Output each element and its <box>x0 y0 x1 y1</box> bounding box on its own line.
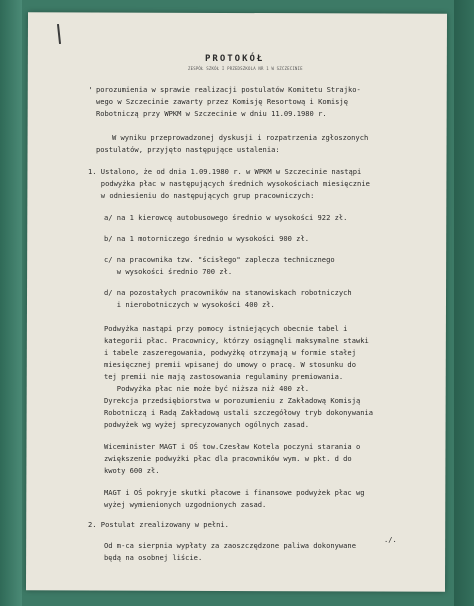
point1-line-3: w odniesieniu do następujących grup pracowniczych: <box>88 191 315 200</box>
group-d: d/ na pozostałych pracowników na stanowiskach robotniczych i nierobotniczych w wysokości 400 zł. <box>104 288 352 309</box>
minister-line-3: kwoty 600 zł. <box>104 466 160 475</box>
stamp-line: ZESPÓŁ SZKÓŁ I PRZEDSZKOLA NR 1 W SZCZECINIE <box>188 66 303 71</box>
body-line-5: tej premii nie mają zastosowania regulaminy premiowania. <box>104 372 344 381</box>
group-a: a/ na 1 kierowcę autobusowego średnio w wysokości 922 zł. <box>104 213 348 222</box>
closing-line-2: będą na osobnej liście. <box>104 553 203 562</box>
group-b: b/ na 1 motorniczego średnio w wysokości 900 zł. <box>104 234 309 243</box>
group-c: c/ na pracownika tzw. "ścisłego" zaplecza technicznego w wysokości średnio 700 zł. <box>104 255 335 276</box>
body-line-1: Podwyżka nastąpi przy pomocy istniejących obecnie tabel i <box>104 324 348 333</box>
body-line-9: podwyżek wg wyżej sprecyzowanych ogólnych zasad. <box>104 420 309 429</box>
document-title: PROTOKÓŁ <box>205 54 265 64</box>
body-line-7: Dyrekcja przedsiębiorstwa w porozumieniu z Zakładową Komisją <box>104 396 361 405</box>
body-line-3: i tabele zaszeregowania, podwyżkę otrzymają w formie stałej <box>104 348 356 357</box>
intro-line-3: Robotniczą przy WPKM w Szczecinie w dniu 11.09.1980 r. <box>96 109 327 118</box>
body-line-8: Robotniczą i Radą Zakładową ustali szczegółowy tryb dokonywania <box>104 408 374 417</box>
background-right-edge <box>454 0 474 606</box>
preamble-line-1: W wyniku przeprowadzonej dyskusji i rozpatrzenia zgłoszonych <box>112 133 369 142</box>
minister-line-1: Wiceminister MAGT i OŚ tow.Czesław Kotela poczyni starania o <box>104 442 361 451</box>
intro-line-2: wego w Szczecinie zawarty przez Komisję Resortową i Komisję <box>96 97 348 106</box>
body-line-4: miesięcznej premii wpisanej do umowy o pracę. W stosunku do <box>104 360 356 369</box>
margin-tick: ' <box>88 86 93 95</box>
minister-line-2: zwiększenie podwyżki płac dla pracowników wym. w pkt. d do <box>104 454 352 463</box>
closing-line-1: Od m-ca sierpnia wypłaty za zaoszczędzone paliwa dokonywane <box>104 541 356 550</box>
body-line-6: Podwyżka płac nie może być niższa niż 400 zł. <box>104 384 309 393</box>
point1-line-2: podwyżka płac w następujących średnich wysokościach miesięcznie <box>88 179 370 188</box>
body-line-2: kategorii płac. Pracownicy, którzy osiągnęli maksymalne stawki <box>104 336 369 345</box>
page-continuation-mark: ./. <box>384 535 397 544</box>
background-left-edge <box>0 0 22 606</box>
magt-line-2: wyżej wymienionych uzgodnionych zasad. <box>104 500 267 509</box>
preamble-line-2: postulatów, przyjęto następujące ustalenia: <box>96 145 280 154</box>
magt-line-1: MAGT i OŚ pokryje skutki płacowe i finansowe podwyżek płac wg <box>104 488 365 497</box>
point1-line-1: 1. Ustalono, że od dnia 1.09.1980 r. w WPKM w Szczecinie nastąpi <box>88 167 362 176</box>
point2-line: 2. Postulat zrealizowany w pełni. <box>88 520 229 529</box>
intro-line-1: porozumienia w sprawie realizacji postulatów Komitetu Strajko- <box>96 85 361 94</box>
